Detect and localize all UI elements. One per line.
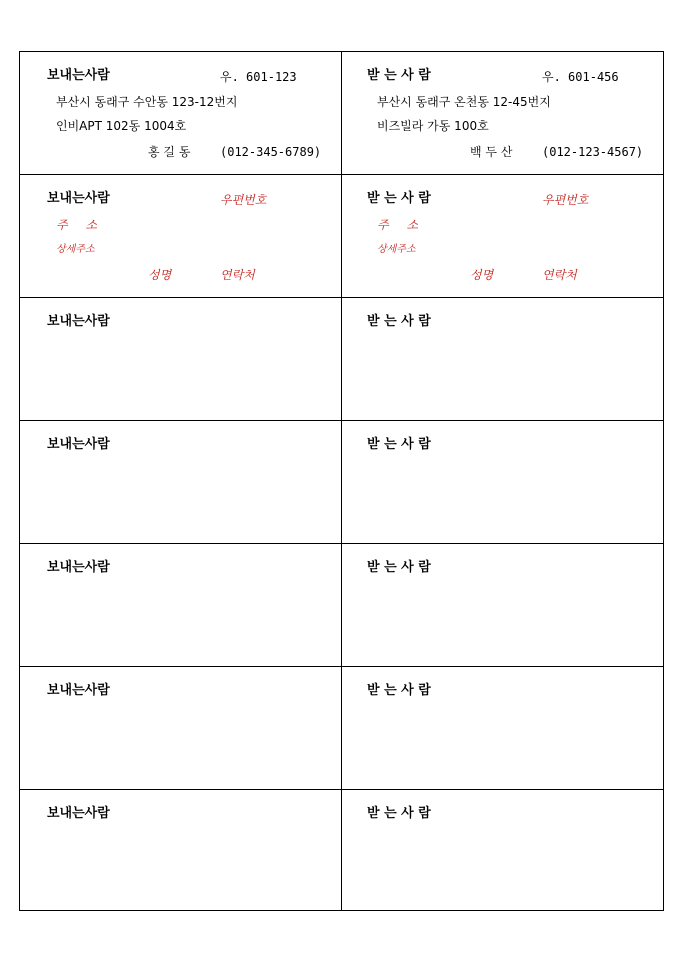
contact-placeholder: 연락처 [542, 268, 577, 282]
sender-heading: 보내는사람 [47, 437, 110, 452]
label-row-blank [20, 421, 663, 544]
recipient-cell [342, 421, 663, 543]
sender-cell [20, 790, 342, 910]
sender-cell [20, 667, 342, 789]
recipient-name: 백 두 산 [470, 145, 513, 159]
sender-heading: 보내는사람 [47, 683, 110, 698]
sender-cell [20, 175, 342, 297]
recipient-heading: 받 는 사 람 [367, 560, 431, 575]
detail-address-placeholder: 상세주소 [56, 244, 95, 255]
postal-code-placeholder: 우편번호 [220, 193, 267, 207]
recipient-heading: 받 는 사 람 [367, 191, 431, 206]
recipient-heading: 받 는 사 람 [367, 806, 431, 821]
contact-placeholder: 연락처 [220, 268, 255, 282]
name-placeholder: 성명 [148, 268, 172, 282]
recipient-cell [342, 52, 663, 174]
sender-heading: 보내는사람 [47, 191, 110, 206]
recipient-heading: 받 는 사 람 [367, 68, 431, 83]
sender-heading: 보내는사람 [47, 314, 110, 329]
sender-address-line2: 인비APT 102동 1004호 [56, 119, 187, 133]
recipient-cell [342, 544, 663, 666]
sender-cell [20, 544, 342, 666]
sender-heading: 보내는사람 [47, 806, 110, 821]
address-label-sheet [19, 51, 664, 911]
label-row-blank [20, 298, 663, 421]
recipient-address-line1: 부산시 동래구 온천동 12-45번지 [377, 95, 551, 109]
recipient-cell [342, 667, 663, 789]
sender-address-line1: 부산시 동래구 수안동 123-12번지 [56, 95, 238, 109]
label-row-example [20, 52, 663, 175]
sender-postal-code: 우. 601-123 [220, 70, 297, 84]
sender-cell [20, 298, 342, 420]
address-placeholder: 주 소 [377, 218, 425, 232]
sender-heading: 보내는사람 [47, 68, 110, 83]
recipient-heading: 받 는 사 람 [367, 437, 431, 452]
sender-name: 홍 길 동 [148, 145, 191, 159]
sender-cell [20, 52, 342, 174]
recipient-cell [342, 175, 663, 297]
detail-address-placeholder: 상세주소 [377, 244, 416, 255]
recipient-heading: 받 는 사 람 [367, 683, 431, 698]
sender-cell [20, 421, 342, 543]
name-placeholder: 성명 [470, 268, 494, 282]
address-placeholder: 주 소 [56, 218, 104, 232]
label-row-blank [20, 667, 663, 790]
label-row-blank [20, 790, 663, 910]
recipient-postal-code: 우. 601-456 [542, 70, 619, 84]
label-row-template [20, 175, 663, 298]
recipient-cell [342, 790, 663, 910]
sender-heading: 보내는사람 [47, 560, 110, 575]
recipient-phone: (012-123-4567) [542, 145, 644, 159]
recipient-address-line2: 비즈빌라 가동 100호 [377, 119, 489, 133]
recipient-heading: 받 는 사 람 [367, 314, 431, 329]
sender-phone: (012-345-6789) [220, 145, 322, 159]
label-row-blank [20, 544, 663, 667]
postal-code-placeholder: 우편번호 [542, 193, 589, 207]
recipient-cell [342, 298, 663, 420]
